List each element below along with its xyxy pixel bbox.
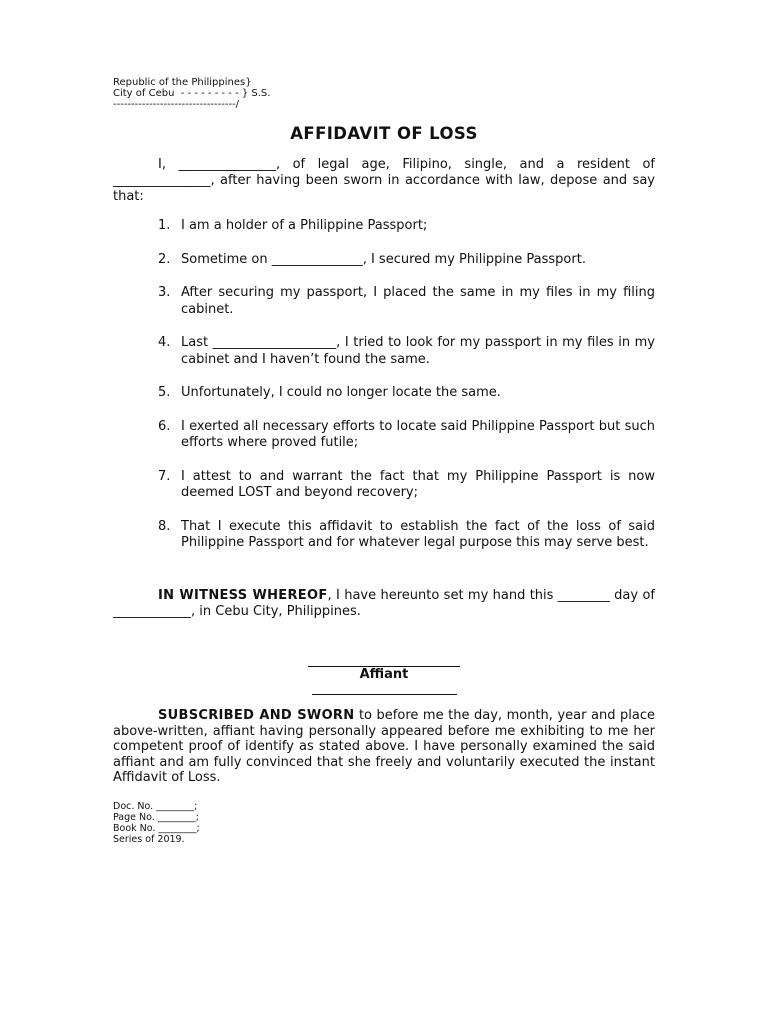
item-number: 2. [158,251,171,267]
venue-header [113,77,270,110]
list-item [113,285,655,318]
item-number: 3. [158,285,171,300]
venue-city: City of Cebu - - - - - - - - - } S.S. [113,88,271,99]
book-no: Book No. ________; [113,823,200,834]
item-number: 7. [158,468,171,484]
intro-paragraph: I, _______________, of legal age, Filipino, single, and a resident of _______________, after having been sworn in accordance with law, depose and say that: [113,157,655,204]
item-text: I am a holder of a Philippine Passport; [181,218,428,233]
venue-republic: Republic of the Philippines} [113,77,252,88]
item-number: 4. [158,335,171,350]
notarial-register [113,801,200,845]
list-item [113,419,655,452]
item-number: 5. [158,385,171,400]
witness-text: , I have hereunto set my hand this ________ day of ____________, in Cebu City, Philippines. [113,588,655,619]
affiant-underline [312,694,457,695]
list-item [113,335,655,368]
item-number: 1. [158,218,171,233]
item-text: I attest to and warrant the fact that my Philippine Passport is now deemed LOST and beyond recovery; [181,468,655,500]
item-text: Unfortunately, I could no longer locate the same. [181,385,501,400]
item-number: 6. [158,418,171,434]
item-number: 8. [158,518,171,534]
list-item [113,469,655,502]
page-no: Page No. ________; [113,812,200,823]
document-title: AFFIDAVIT OF LOSS [290,124,478,143]
item-text: After securing my passport, I placed the same in my files in my filing cabinet. [181,285,655,317]
jurat-lead: SUBSCRIBED AND SWORN [158,708,355,723]
item-text: I exerted all necessary efforts to locate said Philippine Passport but such efforts where proved futile; [181,418,655,450]
jurat-paragraph [113,708,655,786]
list-item [113,519,655,552]
witness-paragraph [113,588,655,620]
doc-no: Doc. No. ________; [113,801,198,812]
series: Series of 2019. [113,834,185,845]
affiant-label: Affiant [359,667,409,682]
item-text: That I execute this affidavit to establish the fact of the loss of said Philippine Passport and for whatever legal purpose this may serve best. [181,518,655,550]
list-item [113,385,655,402]
list-item [113,218,655,235]
item-text: Last ___________________, I tried to look for my passport in my files in my cabinet and I haven’t found the same. [181,335,655,367]
witness-lead: IN WITNESS WHEREOF [158,588,328,603]
jurat-text: to before me the day, month, year and place above-written, affiant having personally appeared before me exhibiting to me her competent proof of identify as stated above. I have personally examined the said affiant and am fully convinced that she freely and voluntarily executed the instant Affidavit of Loss. [113,708,655,785]
list-item [113,252,655,269]
venue-rule: ----------------------------------/ [113,99,240,110]
statement-list [113,218,655,552]
item-text: Sometime on ______________, I secured my Philippine Passport. [181,251,586,267]
